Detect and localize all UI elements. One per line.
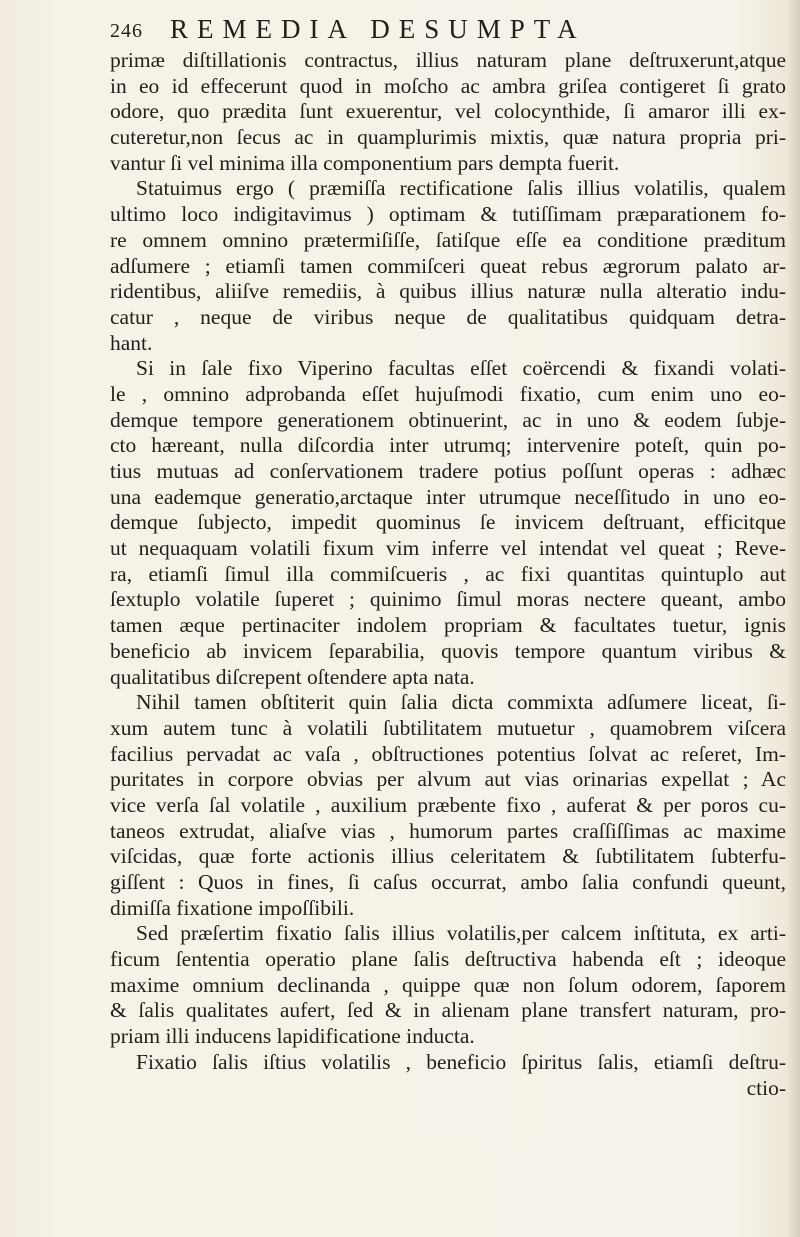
running-head — [110, 14, 710, 50]
text-line: taneos extrudat, aliaſve vias , humorum partes craſſiſſimas ac maxime — [110, 818, 786, 843]
text-line: ficum ſententia operatio plane ſalis deſtructiva habenda eſt ; ideoque — [110, 947, 786, 972]
text-line: una eademque generatio,arctaque inter utrumque neceſſitudo in uno eo- — [110, 484, 786, 509]
text-line: vice verſa ſal volatile , auxilium præbente fixo , auferat & per poros cu- — [110, 792, 786, 817]
paragraph-start: Sed præſertim fixatio ſalis illius volatilis,per calcem inſtituta, ex arti- — [136, 921, 786, 946]
text-line: catur , neque de viribus neque de qualitatibus quidquam detra- — [110, 304, 786, 329]
text-line: vantur ſi vel minima illa componentium pars dempta fuerit. — [110, 150, 620, 175]
text-line: ultimo loco indigitavimus ) optimam & tutiſſimam præparationem fo- — [110, 202, 786, 227]
text-line: tamen æque pertinaciter indolem propriam & facultates tuetur, ignis — [110, 613, 786, 638]
page-edge-shadow — [786, 0, 800, 1237]
paragraph-start: Fixatio ſalis iſtius volatilis , beneficio ſpiritus ſalis, etiamſi deſtru- — [136, 1049, 786, 1074]
text-line: demque tempore generationem obtinuerint, ac in uno & eodem ſubje- — [110, 407, 786, 432]
text-line: demque ſubjecto, impedit quominus ſe invicem deſtruant, efficitque — [110, 510, 786, 535]
text-line: & ſalis qualitates aufert, ſed & in alienam plane transfert naturam, pro- — [110, 998, 786, 1023]
paragraph-start: Nihil tamen obſtiterit quin ſalia dicta commixta adſumere liceat, ſi- — [136, 690, 786, 715]
running-title: REMEDIA DESUMPTA — [170, 14, 586, 44]
paragraph-start: Statuimus ergo ( præmiſſa rectificatione ſalis illius volatilis, qualem — [136, 176, 786, 201]
text-line: adſumere ; etiamſi tamen commiſceri queat rebus ægrorum palato ar- — [110, 253, 786, 278]
text-line: primæ diſtillationis contractus, illius naturam plane deſtruxerunt,atque — [110, 48, 786, 72]
text-line: ut nequaquam volatili fixum vim inferre vel intendat vel queat ; Reve- — [110, 536, 786, 561]
text-line: qualitatibus diſcrepent oſtendere apta nata. — [110, 664, 475, 689]
text-line: cuteretur,non ſecus ac in quamplurimis mixtis, quæ natura propria pri- — [110, 125, 786, 150]
text-line: puritates in corpore obvias per alvum aut vias orinarias expellat ; Ac — [110, 767, 786, 792]
body-text — [110, 48, 786, 1101]
text-line: maxime omnium declinanda , quippe quæ non ſolum odorem, ſaporem — [110, 972, 786, 997]
text-line: dimiſſa fixatione impoſſibili. — [110, 895, 355, 920]
text-line: ridentibus, aliiſve remediis, à quibus illius naturæ nulla alteratio indu- — [110, 279, 786, 304]
text-line: facilius pervadat ac vaſa , obſtructiones potentius ſolvat ac reſeret, Im- — [110, 741, 786, 766]
text-line: ra, etiamſi ſimul illa commiſcueris , ac fixi quantitas quintuplo aut — [110, 561, 786, 586]
text-line: in eo id effecerunt quod in moſcho ac ambra griſea contigeret ſi grato — [110, 73, 786, 98]
text-line: cto hæreant, nulla diſcordia inter utrumq; intervenire poteſt, quin po- — [110, 433, 786, 458]
paragraph-start: Si in ſale fixo Viperino facultas eſſet coërcendi & fixandi volati- — [136, 356, 786, 381]
text-line: beneficio ab invicem ſeparabilia, quovis tempore quantum viribus & — [110, 638, 786, 663]
text-line: hant. — [110, 330, 153, 355]
text-line: viſcidas, quæ forte actionis illius celeritatem & ſubtilitatem ſubterfu- — [110, 844, 786, 869]
catchword: ctio- — [746, 1075, 786, 1100]
text-line: re omnem omnino prætermiſiſſe, ſatiſque eſſe ea conditione præditum — [110, 227, 786, 252]
text-line: ſextuplo volatile ſuperet ; quinimo ſimul moras nectere queant, ambo — [110, 587, 786, 612]
text-line: le , omnino adprobanda eſſet hujuſmodi fixatio, cum enim uno eo- — [110, 381, 786, 406]
text-line: giſſent : Quos in fines, ſi caſus occurrat, ambo ſalia confundi queunt, — [110, 870, 786, 894]
text-line: odore, quo prædita ſunt exuerentur, vel colocynthide, ſi amaror illi ex- — [110, 99, 786, 124]
page-number: 246 — [110, 20, 143, 42]
text-line: xum autem tunc à volatili ſubtilitatem mutuetur , quamobrem viſcera — [110, 715, 786, 740]
text-line: tius mutuas ad conſervationem tradere potius poſſunt operas : adhæc — [110, 459, 786, 483]
text-line: priam illi inducens lapidificatione inducta. — [110, 1024, 475, 1049]
